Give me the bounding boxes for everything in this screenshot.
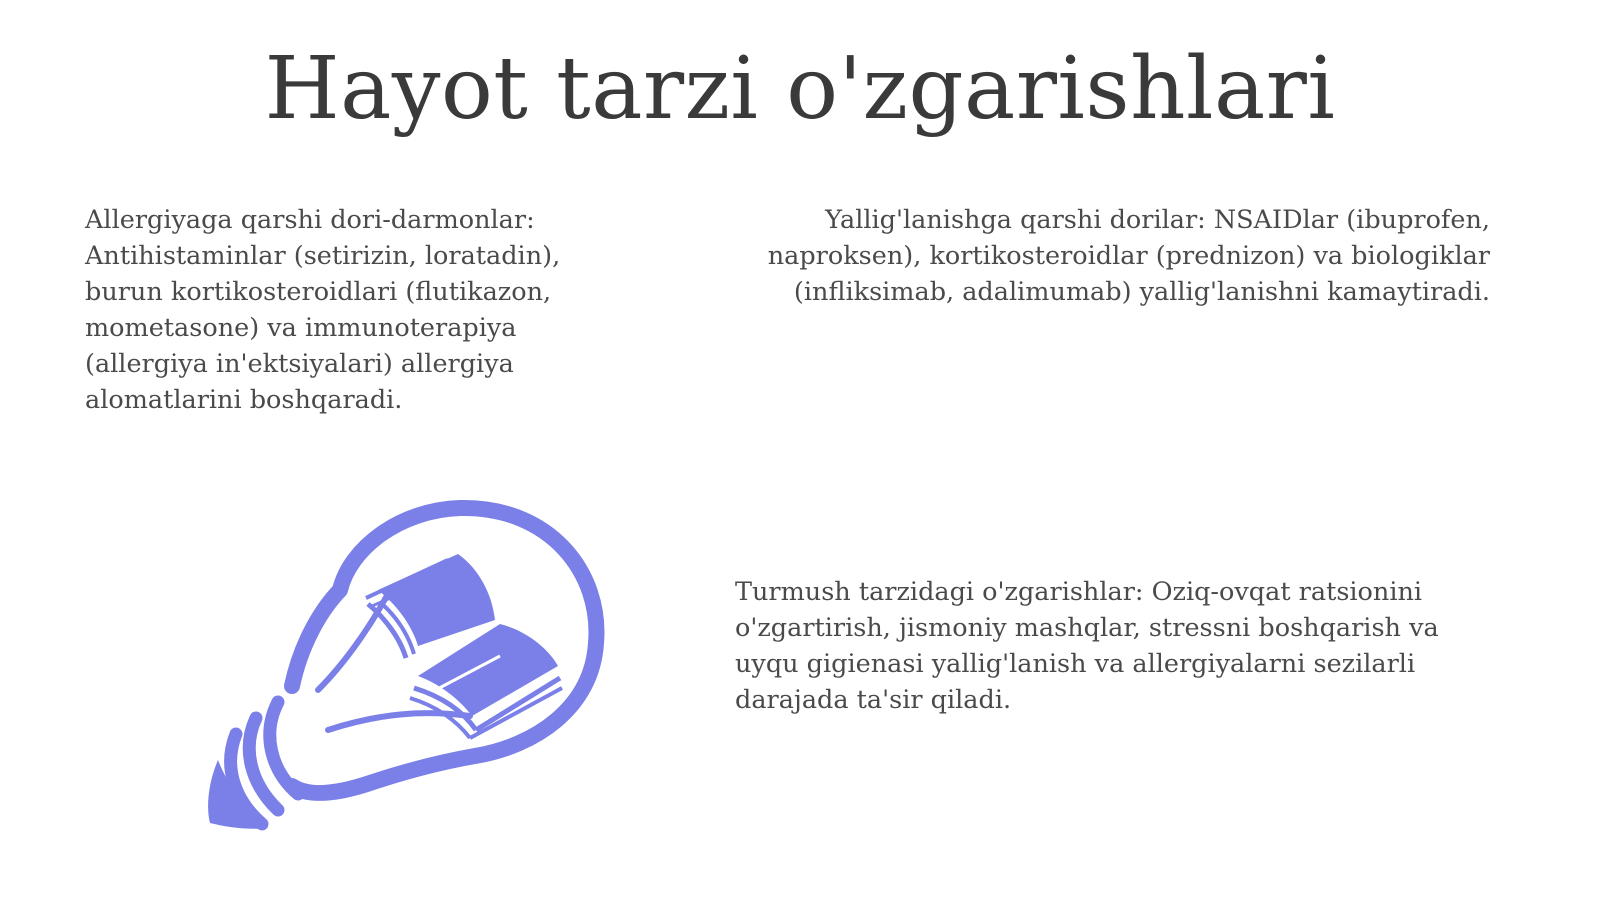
paragraph-anti-inflammatory-drugs: Yallig'lanishga qarshi dorilar: NSAIDlar (ibuprofen, naproksen), kortikosteroidlar (prednizon) va biologiklar (infliksimab, adalimumab) yallig'lanishni kamaytiradi. [767, 205, 1490, 307]
lightbulb-book-icon [200, 498, 620, 848]
paragraph-allergy-medications: Allergiyaga qarshi dori-darmonlar: Antihistaminlar (setirizin, loratadin), burun kortikosteroidlari (flutikazon, mometasone) va immunoterapiya (allergiya in'ektsiyalari) allergiya alomatlarini boshqaradi. [85, 205, 561, 415]
paragraph-lifestyle-changes: Turmush tarzidagi o'zgarishlar: Oziq-ovqat ratsionini o'zgartirish, jismoniy mashqlar, stressni boshqarish va uyqu gigienasi yallig'lanish va allergiyalarni sezilarli darajada ta'sir qiladi. [735, 577, 1439, 715]
slide-title: Hayot tarzi o'zgarishlari [264, 39, 1336, 139]
